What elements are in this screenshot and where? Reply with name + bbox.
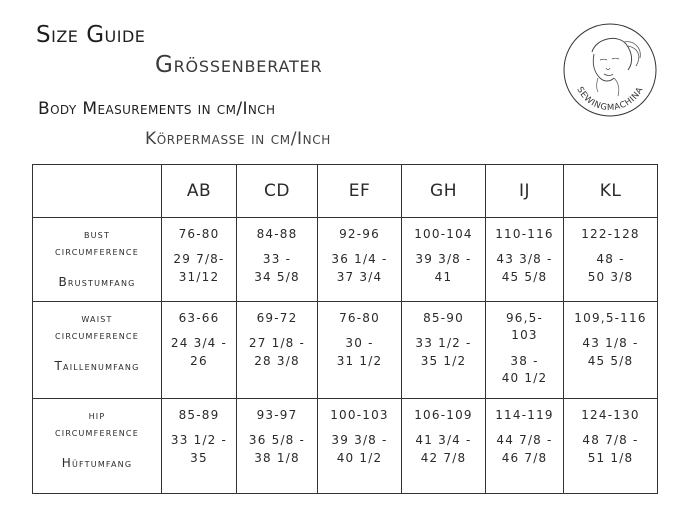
table-row-hip bbox=[33, 399, 658, 494]
inch-value: 30 - 31 1/2 bbox=[336, 336, 383, 368]
measure-cell bbox=[486, 302, 564, 399]
inch-value: 38 - 40 1/2 bbox=[501, 353, 548, 386]
measure-cell bbox=[402, 302, 486, 399]
inch-value: 44 7/8 - 46 7/8 bbox=[496, 433, 553, 465]
row-label-de: Hüftumfang bbox=[61, 455, 133, 470]
inch-value: 48 - 50 3/8 bbox=[587, 252, 634, 284]
measure-cell bbox=[318, 218, 402, 302]
inch-value: 27 1/8 - 28 3/8 bbox=[248, 336, 306, 368]
measure-cell bbox=[237, 399, 318, 494]
row-label-de: Taillenumfang bbox=[54, 358, 140, 373]
cm-value: 84-88 bbox=[256, 227, 298, 241]
table-row-bust bbox=[33, 218, 658, 302]
inch-value: 36 5/8 - 38 1/8 bbox=[248, 433, 306, 465]
page-title: Size Guide bbox=[36, 22, 146, 48]
measure-cell bbox=[564, 218, 658, 302]
inch-value: 39 3/8 - 41 bbox=[415, 252, 472, 284]
measure-cell bbox=[564, 399, 658, 494]
inch-value: 41 3/4 - 42 7/8 bbox=[415, 433, 472, 465]
subtitle: Body Measurements in cm/Inch bbox=[38, 99, 276, 119]
sewingmachina-logo bbox=[562, 22, 658, 118]
cm-value: 85-90 bbox=[423, 311, 464, 325]
cm-value: 76-80 bbox=[178, 227, 220, 241]
inch-value: 24 3/4 - 26 bbox=[170, 336, 228, 368]
size-header: CD bbox=[237, 165, 318, 218]
cm-value: 114-119 bbox=[495, 408, 554, 422]
size-header-row bbox=[33, 165, 658, 218]
measure-cell bbox=[237, 218, 318, 302]
corner-cell bbox=[33, 165, 162, 218]
cm-value: 69-72 bbox=[256, 311, 298, 325]
inch-value: 36 1/4 - 37 3/4 bbox=[331, 252, 388, 284]
inch-value: 39 3/8 - 40 1/2 bbox=[331, 433, 388, 465]
cm-value: 100-104 bbox=[414, 227, 473, 241]
inch-value: 29 7/8- 31/12 bbox=[173, 252, 225, 284]
measure-cell bbox=[402, 218, 486, 302]
inch-value: 48 7/8 - 51 1/8 bbox=[582, 433, 639, 465]
cm-value: 96,5- 103 bbox=[505, 311, 544, 343]
measure-cell bbox=[162, 302, 237, 399]
inch-value: 33 1/2 - 35 1/2 bbox=[415, 336, 472, 368]
row-label-en: waist circumference bbox=[55, 311, 139, 343]
measure-cell bbox=[318, 302, 402, 399]
size-header: KL bbox=[564, 165, 658, 218]
cm-value: 63-66 bbox=[178, 311, 220, 325]
cm-value: 124-130 bbox=[581, 408, 640, 422]
size-header: GH bbox=[402, 165, 486, 218]
measure-cell bbox=[318, 399, 402, 494]
cm-value: 92-96 bbox=[339, 227, 380, 241]
measure-cell bbox=[162, 218, 237, 302]
row-label bbox=[33, 399, 162, 494]
inch-value: 33 1/2 - 35 bbox=[170, 433, 228, 465]
cm-value: 85-89 bbox=[178, 408, 220, 422]
measure-cell bbox=[162, 399, 237, 494]
cm-value: 93-97 bbox=[256, 408, 298, 422]
subtitle-german: Körpermasse in cm/Inch bbox=[145, 129, 331, 149]
cm-value: 76-80 bbox=[339, 311, 380, 325]
measure-cell bbox=[486, 218, 564, 302]
size-table bbox=[32, 164, 658, 494]
cm-value: 106-109 bbox=[414, 408, 473, 422]
measure-cell bbox=[486, 399, 564, 494]
measure-cell bbox=[237, 302, 318, 399]
table-row-waist bbox=[33, 302, 658, 399]
row-label bbox=[33, 302, 162, 399]
inch-value: 43 1/8 - 45 5/8 bbox=[582, 336, 639, 368]
size-header: AB bbox=[162, 165, 237, 218]
row-label-de: Brustumfang bbox=[58, 274, 136, 289]
cm-value: 109,5-116 bbox=[574, 311, 647, 325]
measure-cell bbox=[564, 302, 658, 399]
inch-value: 43 3/8 - 45 5/8 bbox=[496, 252, 553, 284]
measure-cell bbox=[402, 399, 486, 494]
size-header: EF bbox=[318, 165, 402, 218]
page-title-german: Grössenberater bbox=[155, 52, 323, 78]
cm-value: 122-128 bbox=[581, 227, 640, 241]
cm-value: 110-116 bbox=[495, 227, 554, 241]
row-label bbox=[33, 218, 162, 302]
row-label-en: bust circumference bbox=[55, 227, 139, 259]
logo-text: SEWINGMACHINA bbox=[574, 85, 646, 114]
size-header: IJ bbox=[486, 165, 564, 218]
cm-value: 100-103 bbox=[330, 408, 389, 422]
row-label-en: hip circumference bbox=[55, 408, 139, 440]
inch-value: 33 - 34 5/8 bbox=[254, 252, 300, 284]
